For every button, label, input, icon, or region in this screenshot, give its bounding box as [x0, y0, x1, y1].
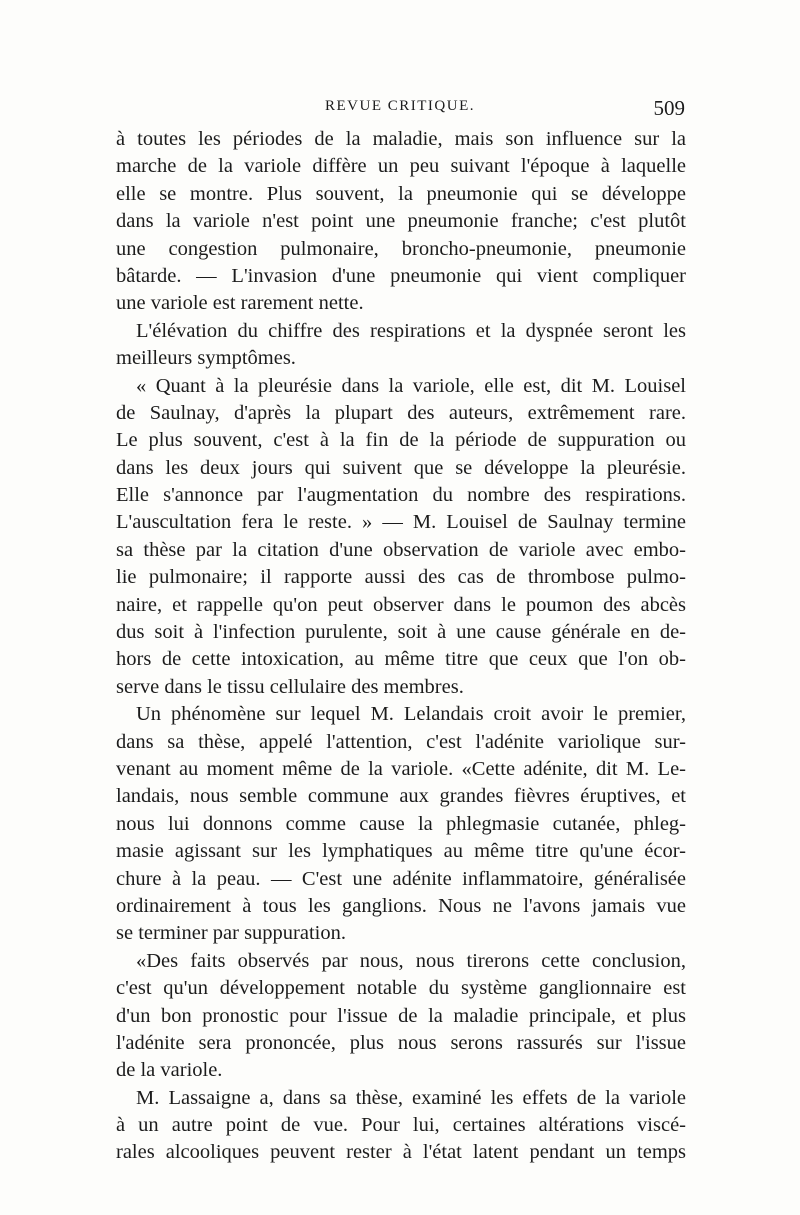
text-line: rales alcooliques peuvent rester à l'état latent pendant un temps — [116, 1141, 686, 1164]
text-line: serve dans le tissu cellulaire des membres. — [116, 675, 464, 698]
running-title: REVUE CRITIQUE. — [325, 98, 475, 114]
text-line: L'auscultation fera le reste. » — M. Louisel de Saulnay termine — [116, 511, 686, 534]
text-line: venant au moment même de la variole. «Cette adénite, dit M. Le- — [116, 757, 686, 780]
text-line: une variole est rarement nette. — [116, 292, 364, 315]
text-line: dans les deux jours qui suivent que se développe la pleurésie. — [116, 456, 686, 479]
text-line: de Saulnay, d'après la plupart des auteurs, extrêmement rare. — [116, 401, 686, 424]
text-line: hors de cette intoxication, au même titre que ceux que l'on ob- — [116, 648, 686, 671]
text-line: à toutes les périodes de la maladie, mais son influence sur la — [116, 128, 686, 150]
text-line: Le plus souvent, c'est à la fin de la période de suppuration ou — [116, 429, 686, 452]
page-number: 509 — [653, 96, 685, 120]
text-line: naire, et rappelle qu'on peut observer dans le poumon des abcès — [116, 593, 686, 616]
text-line: landais, nous semble commune aux grandes fièvres éruptives, et — [116, 785, 686, 808]
text-line: marche de la variole diffère un peu suivant l'époque à laquelle — [116, 155, 686, 178]
text-line: d'un bon pronostic pour l'issue de la maladie principale, et plus — [116, 1004, 686, 1027]
running-head — [115, 96, 685, 120]
text-line: Un phénomène sur lequel M. Lelandais croit avoir le premier, — [136, 703, 686, 726]
text-line: dans sa thèse, appelé l'attention, c'est l'adénite variolique sur- — [116, 730, 686, 753]
text-line: lie pulmonaire; il rapporte aussi des cas de thrombose pulmo- — [116, 566, 686, 589]
text-line: ordinairement à tous les ganglions. Nous ne l'avons jamais vue — [116, 894, 686, 917]
text-line: nous lui donnons comme cause la phlegmasie cutanée, phleg- — [116, 812, 686, 835]
text-line: chure à la peau. — C'est une adénite inflammatoire, généralisée — [116, 867, 686, 890]
text-line: L'élévation du chiffre des respirations et la dyspnée seront les — [136, 319, 686, 342]
text-line: « Quant à la pleurésie dans la variole, elle est, dit M. Louisel — [136, 374, 686, 397]
body-text — [116, 126, 686, 1167]
text-line: à un autre point de vue. Pour lui, certaines altérations viscé- — [116, 1114, 686, 1137]
text-line: c'est qu'un développement notable du système ganglionnaire est — [116, 977, 686, 1000]
text-line: elle se montre. Plus souvent, la pneumonie qui se développe — [116, 182, 686, 205]
text-line: sa thèse par la citation d'une observation de variole avec embo- — [116, 538, 686, 561]
text-line: l'adénite sera prononcée, plus nous serons rassurés sur l'issue — [116, 1031, 686, 1054]
text-line: «Des faits observés par nous, nous tirerons cette conclusion, — [136, 949, 686, 972]
text-line: Elle s'annonce par l'augmentation du nombre des respirations. — [116, 484, 686, 507]
text-line: de la variole. — [116, 1059, 223, 1082]
text-line: masie agissant sur les lymphatiques au même titre qu'une écor- — [116, 840, 686, 863]
text-line: bâtarde. — L'invasion d'une pneumonie qui vient compliquer — [116, 264, 686, 287]
text-line: meilleurs symptômes. — [116, 347, 296, 370]
text-line: une congestion pulmonaire, broncho-pneumonie, pneumonie — [116, 237, 686, 260]
text-line: dus soit à l'infection purulente, soit à une cause générale en de- — [116, 621, 686, 644]
text-line: se terminer par suppuration. — [116, 922, 346, 945]
text-line: dans la variole n'est point une pneumonie franche; c'est plutôt — [116, 210, 686, 233]
text-line: M. Lassaigne a, dans sa thèse, examiné les effets de la variole — [136, 1086, 686, 1109]
